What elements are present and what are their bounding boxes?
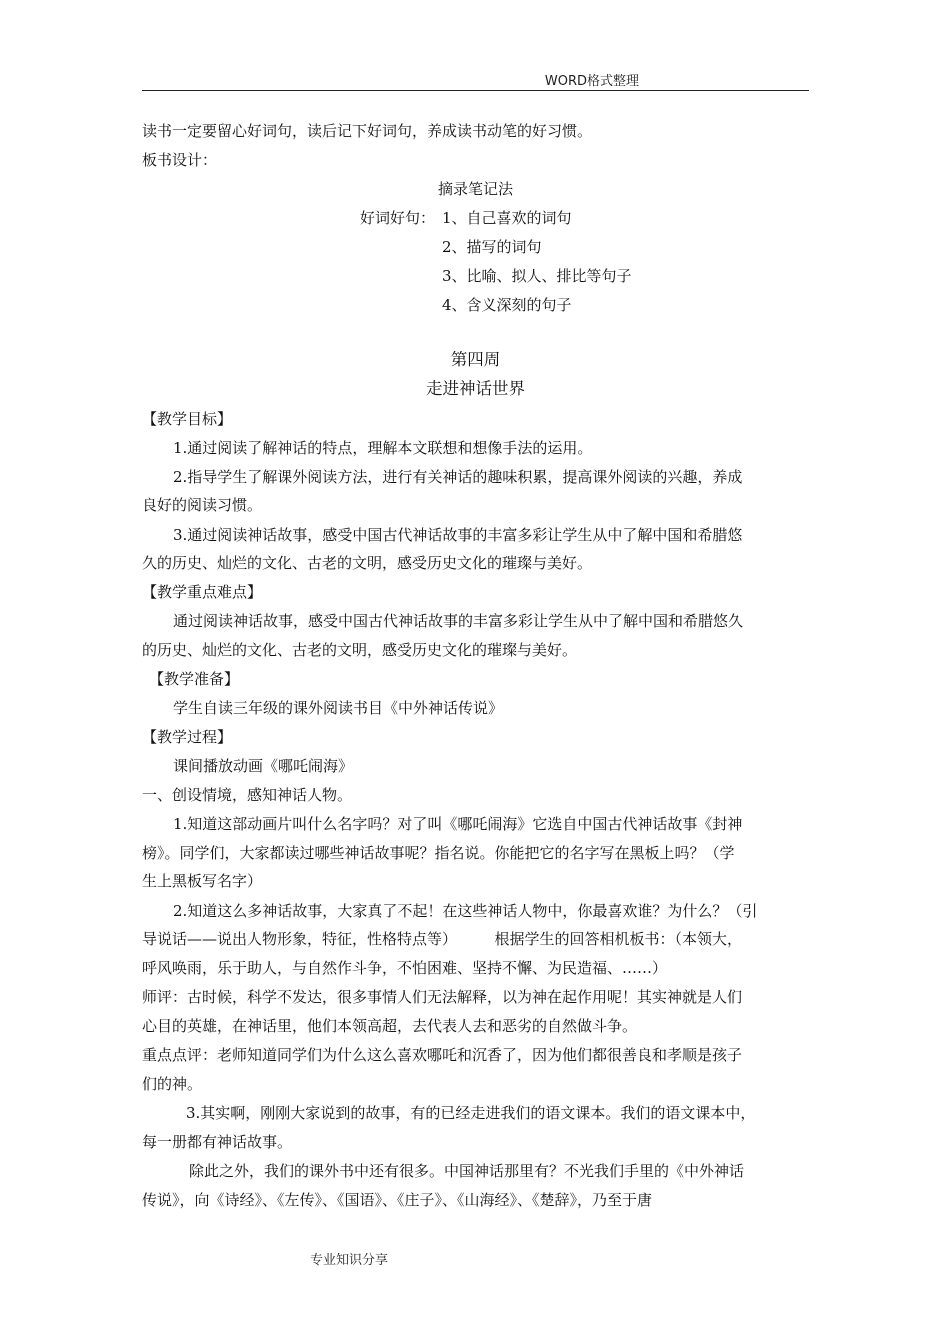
page-header: [142, 70, 809, 91]
prep-line-1: 学生自读三年级的课外阅读书目《中外神话传说》: [173, 699, 504, 717]
section-1-heading: 一、创设情境，感知神话人物。: [142, 786, 353, 804]
key-line-2: 的历史、灿烂的文化、古老的文明，感受历史文化的璀璨与美好。: [142, 641, 578, 659]
teacher-comment-line-2: 心目的英雄，在神话里，他们本领高超，去代表人去和恶劣的自然做斗争。: [142, 1017, 638, 1035]
paragraph-1-line-2: 榜》。同学们，大家都读过哪些神话故事呢？指名说。你能把它的名字写在黑板上吗？（学: [142, 844, 735, 862]
prep-heading: 【教学准备】: [149, 670, 240, 688]
goal-1: 1.通过阅读了解神话的特点，理解本文联想和想像手法的运用。: [173, 439, 593, 457]
paragraph-2-line-3: 呼风唤雨，乐于助人，与自然作斗争，不怕困难、坚持不懈、为民造福、……）: [142, 959, 668, 977]
paragraph-4-line-1: 除此之外，我们的课外书中还有很多。中国神话那里有？不光我们手里的《中外神话: [189, 1162, 745, 1180]
board-item: 2、描写的词句: [442, 238, 542, 256]
teacher-comment-line-1: 师评：古时候，科学不发达，很多事情人们无法解释，以为神在起作用呢！其实神就是人们: [142, 988, 743, 1006]
key-comment-line-2: 们的神。: [142, 1075, 203, 1093]
paragraph-3-line-1: 3.其实啊，刚刚大家说到的故事，有的已经走进我们的语文课本。我们的语文课本中，: [186, 1104, 756, 1122]
goal-2-line-1: 2.指导学生了解课外阅读方法，进行有关神话的趣味积累，提高课外阅读的兴趣，养成: [173, 468, 743, 486]
header-text: WORD格式整理: [544, 74, 639, 89]
board-item: 4、含义深刻的句子: [442, 296, 572, 314]
board-item: 3、比喻、拟人、排比等句子: [442, 267, 632, 285]
paragraph-1-line-3: 生上黑板写名字）: [142, 872, 263, 890]
paragraph-4-line-2: 传说》，向《诗经》、《左传》、《国语》、《庄子》、《山海经》、《楚辞》，乃至于唐: [142, 1191, 653, 1209]
key-heading: 【教学重点难点】: [142, 583, 263, 601]
goal-3-line-1: 3.通过阅读神话故事，感受中国古代神话故事的丰富多彩让学生从中了解中国和希腊悠: [173, 526, 743, 544]
key-line-1: 通过阅读神话故事，感受中国古代神话故事的丰富多彩让学生从中了解中国和希腊悠久: [173, 612, 744, 630]
key-comment-line-1: 重点点评：老师知道同学们为什么这么喜欢哪吒和沉香了，因为他们都很善良和孝顺是孩子: [142, 1046, 743, 1064]
board-label: 好词好句：: [360, 209, 436, 227]
board-item: 1、自己喜欢的词句: [442, 209, 572, 227]
process-heading: 【教学过程】: [142, 728, 233, 746]
week-heading: 第四周: [450, 350, 501, 369]
paragraph-3-line-2: 每一册都有神话故事。: [142, 1133, 293, 1151]
goals-heading: 【教学目标】: [142, 410, 233, 428]
intro-line: 读书一定要留心好词句，读后记下好词句，养成读书动笔的好习惯。: [142, 122, 593, 140]
paragraph-2-line-1: 2.知道这么多神话故事，大家真了不起！在这些神话人物中，你最喜欢谁？为什么？（引: [173, 902, 758, 920]
board-design-label: 板书设计：: [142, 151, 218, 169]
paragraph-2-line-2: 导说话——说出人物形象，特征，性格特点等） 根据学生的回答相机板书：（本领大，: [142, 930, 743, 948]
goal-2-line-2: 良好的阅读习惯。: [142, 496, 263, 514]
paragraph-1-line-1: 1.知道这部动画片叫什么名字吗？对了叫《哪吒闹海》它选自中国古代神话故事《封神: [173, 815, 743, 833]
board-title: 摘录笔记法: [437, 180, 513, 198]
process-intro: 课间播放动画《哪吒闹海》: [173, 757, 354, 775]
lesson-title: 走进神话世界: [426, 379, 525, 398]
page-footer: 专业知识分享: [310, 1253, 389, 1268]
goal-3-line-2: 久的历史、灿烂的文化、古老的文明，感受历史文化的璀璨与美好。: [142, 554, 593, 572]
